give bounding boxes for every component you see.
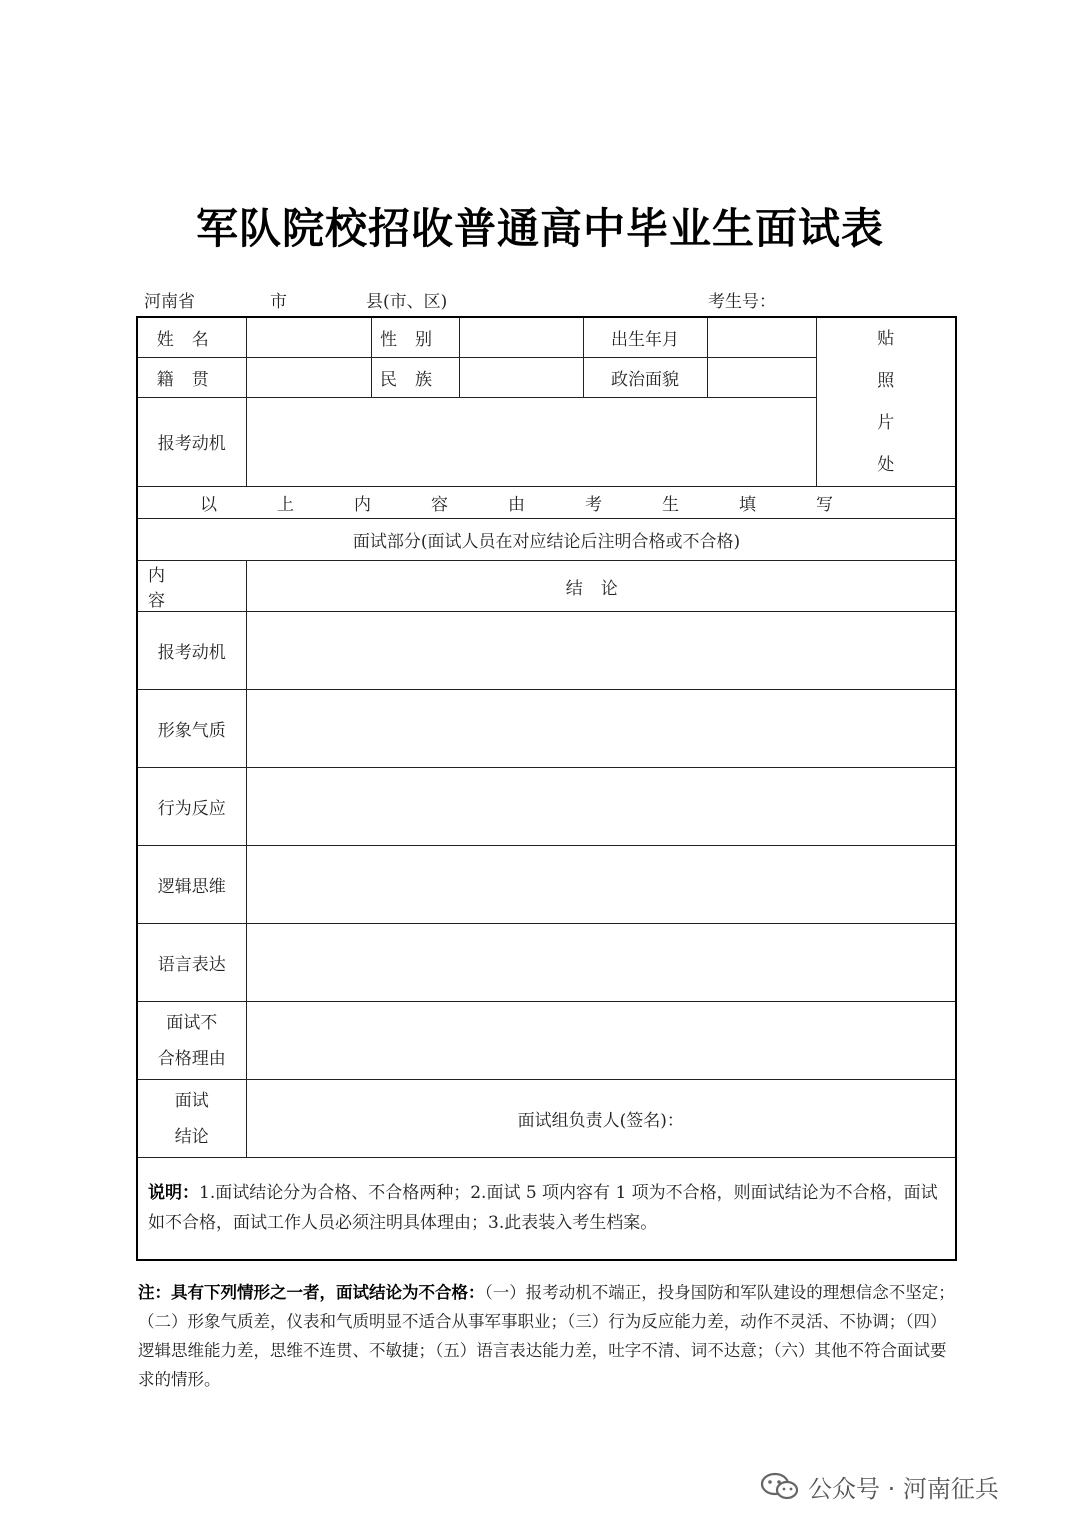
motive-field[interactable]: [246, 397, 816, 486]
exam-number-label: 考生号：: [708, 292, 776, 312]
fail-reason-line: 面试不: [166, 1012, 218, 1033]
native-place-field[interactable]: [246, 358, 371, 398]
city-label: 市: [270, 292, 287, 312]
name-label: 姓名: [137, 317, 246, 358]
photo-char: 片: [877, 413, 895, 433]
note-text: 1.面试结论分为合格、不合格两种；2.面试 5 项内容有 1 项为不合格，则面试结论为不合格，面试如不合格，面试工作人员必须注明具体理由；3.此表装入考生档案。: [148, 1183, 938, 1234]
final-conclusion-line: 结论: [174, 1126, 209, 1147]
note-label: 说明：: [148, 1183, 199, 1204]
interview-form-table: [136, 316, 957, 1261]
watermark-text: 公众号 · 河南征兵: [808, 1474, 999, 1503]
footnote-label: 注：具有下列情形之一者，面试结论为不合格：: [138, 1283, 485, 1302]
item-label-appearance: 形象气质: [137, 690, 246, 768]
note-cell: [137, 1158, 956, 1260]
birth-field[interactable]: [707, 317, 816, 358]
watermark: [760, 1466, 999, 1506]
item-label-reaction: 行为反应: [137, 768, 246, 846]
political-status-field[interactable]: [707, 358, 816, 398]
final-conclusion-label: [137, 1080, 246, 1158]
ethnic-field[interactable]: [459, 358, 583, 398]
interview-section-title: 面试部分(面试人员在对应结论后注明合格或不合格): [137, 519, 956, 561]
native-place-label: 籍贯: [137, 358, 246, 398]
photo-char: 处: [877, 455, 895, 475]
candidate-fill-notice: 以上内容由考生填写: [137, 487, 956, 519]
name-field[interactable]: [246, 317, 371, 358]
item-label-logic: 逻辑思维: [137, 846, 246, 924]
photo-area: [816, 317, 956, 487]
final-conclusion-line: 面试: [174, 1090, 209, 1111]
photo-char: 贴: [877, 329, 895, 349]
footnote-text: （一）报考动机不端正，投身国防和军队建设的理想信念不坚定；（二）形象气质差，仪表和气质明显不适合从事军事职业；（三）行为反应能力差，动作不灵活、不协调；（四）逻辑思维能力差，思维不连贯、不敏捷；（五）语言表达能力差，吐字不清、词不达意；（六）其他不符合面试要求的情形。: [138, 1283, 955, 1389]
birth-label: 出生年月: [583, 317, 707, 358]
conclusion-field-motive[interactable]: [246, 612, 956, 690]
county-label: 县(市、区): [366, 292, 448, 312]
fail-reason-label: [137, 1002, 246, 1080]
signature-field[interactable]: 面试组负责人(签名)：: [246, 1080, 956, 1158]
content-column-header: 内容: [137, 561, 246, 612]
conclusion-field-reaction[interactable]: [246, 768, 956, 846]
gender-label: 性别: [371, 317, 459, 358]
fail-reason-line: 合格理由: [157, 1048, 226, 1069]
conclusion-column-header: 结论: [246, 561, 956, 612]
conclusion-field-appearance[interactable]: [246, 690, 956, 768]
province-label: 河南省: [144, 292, 195, 312]
wechat-icon: [760, 1471, 800, 1501]
form-title: 军队院校招收普通高中毕业生面试表: [195, 204, 884, 253]
footnote: [138, 1278, 960, 1394]
item-label-language: 语言表达: [137, 924, 246, 1002]
motive-label: 报考动机: [137, 397, 246, 486]
item-label-motive: 报考动机: [137, 612, 246, 690]
fail-reason-field[interactable]: [246, 1002, 956, 1080]
photo-char: 照: [877, 371, 895, 391]
ethnic-label: 民族: [371, 358, 459, 398]
conclusion-field-logic[interactable]: [246, 846, 956, 924]
political-status-label: 政治面貌: [583, 358, 707, 398]
gender-field[interactable]: [459, 317, 583, 358]
conclusion-field-language[interactable]: [246, 924, 956, 1002]
